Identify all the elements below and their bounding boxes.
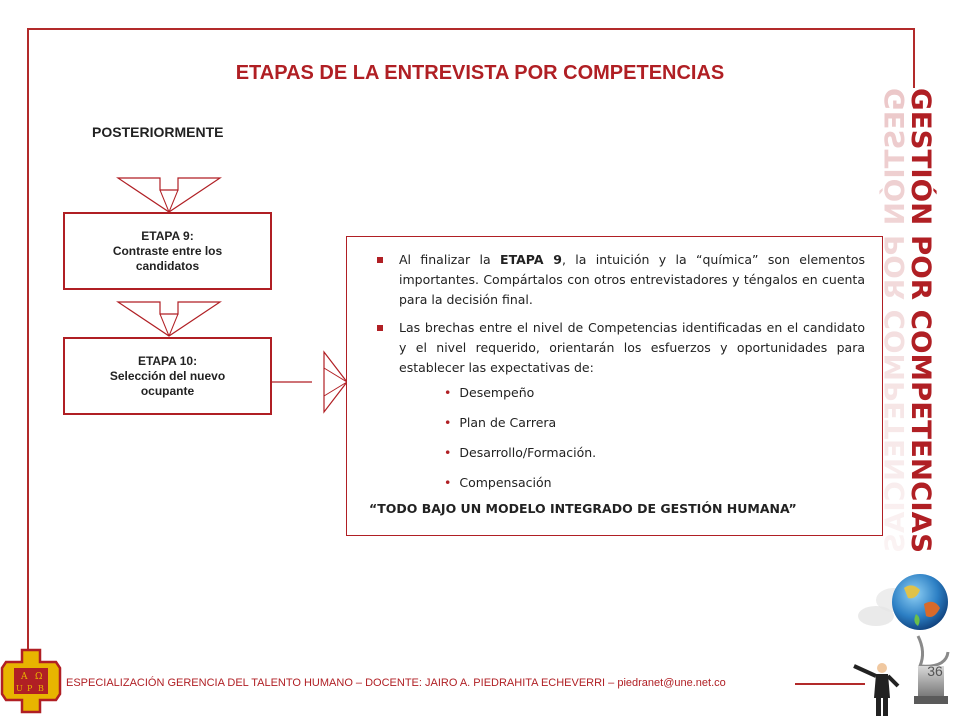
stage-10-desc-line-1: Selección del nuevo [109,368,226,383]
list-item: • Desempeño [444,385,535,400]
paragraph-1-pre: Al finalizar la [399,252,501,267]
page-number: 36 [927,663,943,679]
paragraph-1-bold: ETAPA 9 [500,252,562,267]
globe-businessman-icon [846,556,954,720]
down-arrow-top-icon [116,176,224,214]
paragraph-1-post: , la intuición y la “química” son elementos importantes. Compártalos con otros entrevistadores y téngalos en cuenta para la decisión final. [399,252,865,307]
stage-9-box [63,212,272,290]
dot-bullet-icon: • [444,475,452,490]
logo-letter-b: B [38,684,44,693]
list-item: • Plan de Carrera [444,415,557,430]
right-arrow-icon [272,348,352,416]
paragraph-etapa-9 [399,250,865,310]
stage-10-box [63,337,272,415]
square-bullet-icon [377,325,383,331]
list-item: • Desarrollo/Formación. [444,445,597,460]
frame-right-line [913,28,915,88]
paragraph-brechas: Las brechas entre el nivel de Competencias identificadas en el candidato y el nivel requerido, orientarán los esfuerzos y oportunidades para establecer las expectativas de: [399,320,865,375]
slide-subtitle: POSTERIORMENTE [92,124,224,140]
square-bullet-icon [377,257,383,263]
logo-letter-p: P [27,684,33,693]
side-title [880,88,940,558]
logo-letter-omega: Ω [35,672,43,682]
side-title-reflection: GESTIÓN POR COMPETENCIAS [880,88,911,542]
stage-9-desc-line-2: candidatos [135,258,200,273]
slide-title: ETAPAS DE LA ENTREVISTA POR COMPETENCIAS [235,62,725,84]
dot-bullet-icon: • [444,415,452,430]
down-arrow-middle-icon [116,300,224,338]
stage-10-desc-line-2: ocupante [140,383,195,398]
dot-bullet-icon: • [444,445,452,460]
university-logo [0,648,62,714]
logo-letter-a: A [21,672,28,682]
list-item: • Compensación [444,475,552,490]
dot-bullet-icon: • [444,385,452,400]
logo-letter-u: U [16,684,23,693]
closing-statement: “TODO BAJO UN MODELO INTEGRADO DE GESTIÓN HUMANA” [369,501,797,516]
frame-left-line [27,28,29,650]
content-box [346,236,883,536]
footer-text: ESPECIALIZACIÓN GERENCIA DEL TALENTO HUMANO – DOCENTE: JAIRO A. PIEDRAHITA ECHEVERRI – piedranet@une.net.co [66,677,726,689]
stage-10-label: ETAPA 10: [137,353,198,368]
side-title-text: GESTIÓN POR COMPETENCIAS [905,88,936,542]
frame-top-line [27,28,914,30]
stage-9-desc-line-1: Contraste entre los [112,243,223,258]
stage-9-label: ETAPA 9: [141,228,194,243]
